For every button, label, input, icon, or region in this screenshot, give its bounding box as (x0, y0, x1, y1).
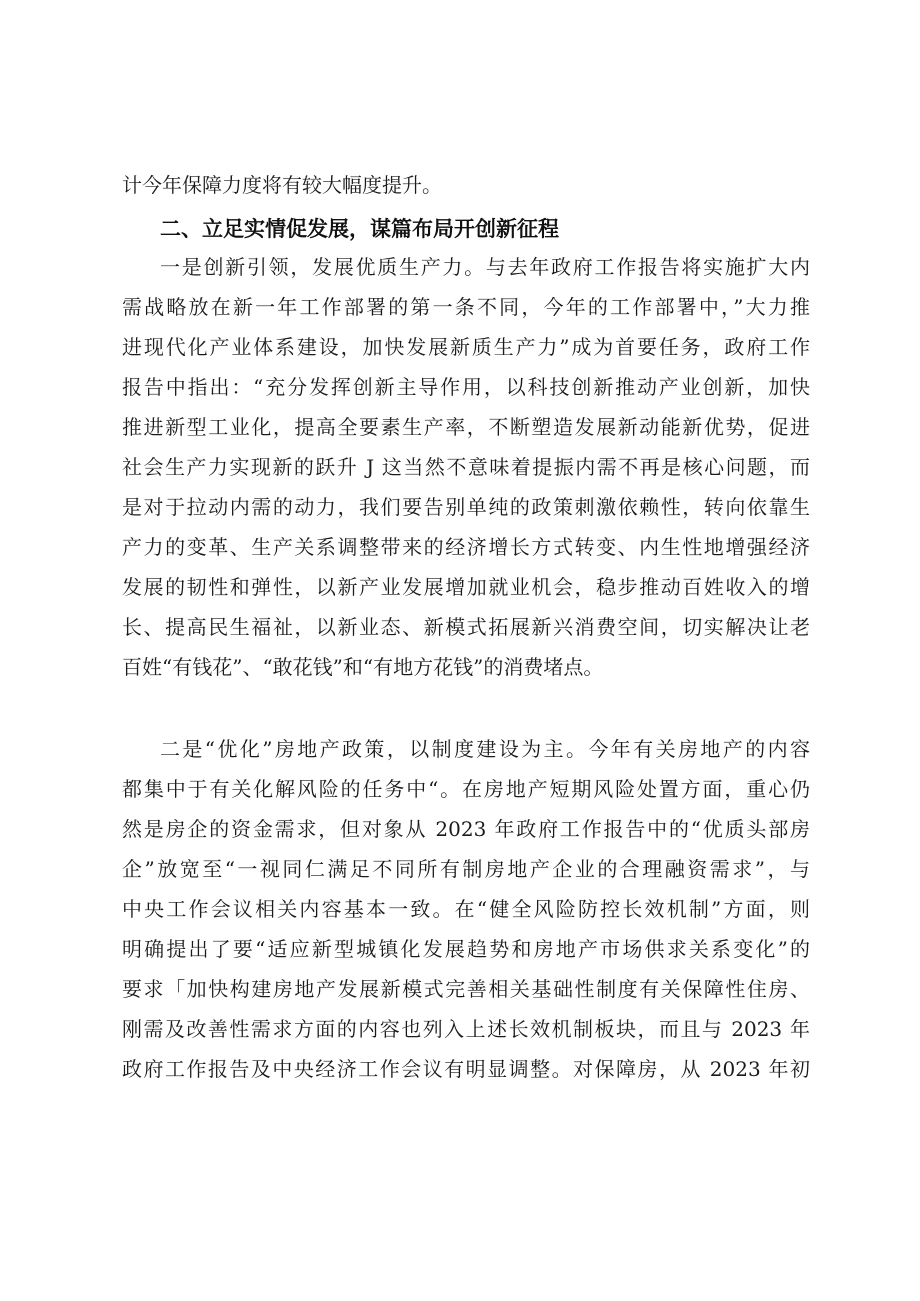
text-line: 是对于拉动内需的动力，我们要告别单纯的政策刺激依赖性，转向依靠生 (122, 495, 810, 519)
text-line: 明确提出了要“适应新型城镇化发展趋势和房地产市场供求关系变化”的 (122, 937, 810, 961)
text-line: 二是“优化”房地产政策，以制度建设为主。今年有关房地产的内容 (160, 737, 810, 761)
section-heading: 二、立足实情促发展，谋篇布局开创新征程 (160, 217, 559, 241)
text-line: 需战略放在新一年工作部署的第一条不同，今年的工作部署中，”大力推 (122, 295, 810, 319)
text-line: 社会生产力实现新的跃升 J 这当然不意味着提振内需不再是核心问题，而 (122, 455, 810, 479)
text-line: 发展的韧性和弹性，以新产业发展增加就业机会，稳步推动百姓收入的增 (122, 575, 810, 599)
text-line: 产力的变革、生产关系调整带来的经济增长方式转变、内生性地增强经济 (122, 535, 810, 559)
text-line: 计今年保障力度将有较大幅度提升。 (122, 173, 442, 197)
text-line: 百姓“有钱花”、“敢花钱”和“有地方花钱”的消费堵点。 (122, 655, 604, 679)
text-line: 企”放宽至“一视同仁满足不同所有制房地产企业的合理融资需求”，与 (122, 857, 810, 881)
text-line: 政府工作报告及中央经济工作会议有明显调整。对保障房，从 2023 年初 (122, 1057, 810, 1081)
paragraph-innovation (122, 247, 810, 687)
intro-paragraph-tail (122, 165, 810, 205)
text-line: 中央工作会议相关内容基本一致。在“健全风险防控长效机制”方面，则 (122, 897, 810, 921)
text-line: 一是创新引领，发展优质生产力。与去年政府工作报告将实施扩大内 (160, 255, 810, 279)
text-line: 报告中指出：“充分发挥创新主导作用，以科技创新推动产业创新，加快 (122, 375, 810, 399)
paragraph-real-estate (122, 729, 810, 1089)
text-line: 刚需及改善性需求方面的内容也列入上述长效机制板块，而且与 2023 年 (122, 1017, 810, 1041)
text-line: 进现代化产业体系建设，加快发展新质生产力”成为首要任务，政府工作 (122, 335, 810, 359)
text-line: 长、提高民生福祉，以新业态、新模式拓展新兴消费空间，切实解决让老 (122, 615, 810, 639)
text-line: 推进新型工业化，提高全要素生产率，不断塑造发展新动能新优势，促进 (122, 415, 810, 439)
text-line: 然是房企的资金需求，但对象从 2023 年政府工作报告中的“优质头部房 (122, 817, 810, 841)
text-line: 要求「加快构建房地产发展新模式完善相关基础性制度有关保障性住房、 (122, 977, 810, 1001)
text-line: 都集中于有关化解风险的任务中“。在房地产短期风险处置方面，重心仍 (122, 777, 810, 801)
